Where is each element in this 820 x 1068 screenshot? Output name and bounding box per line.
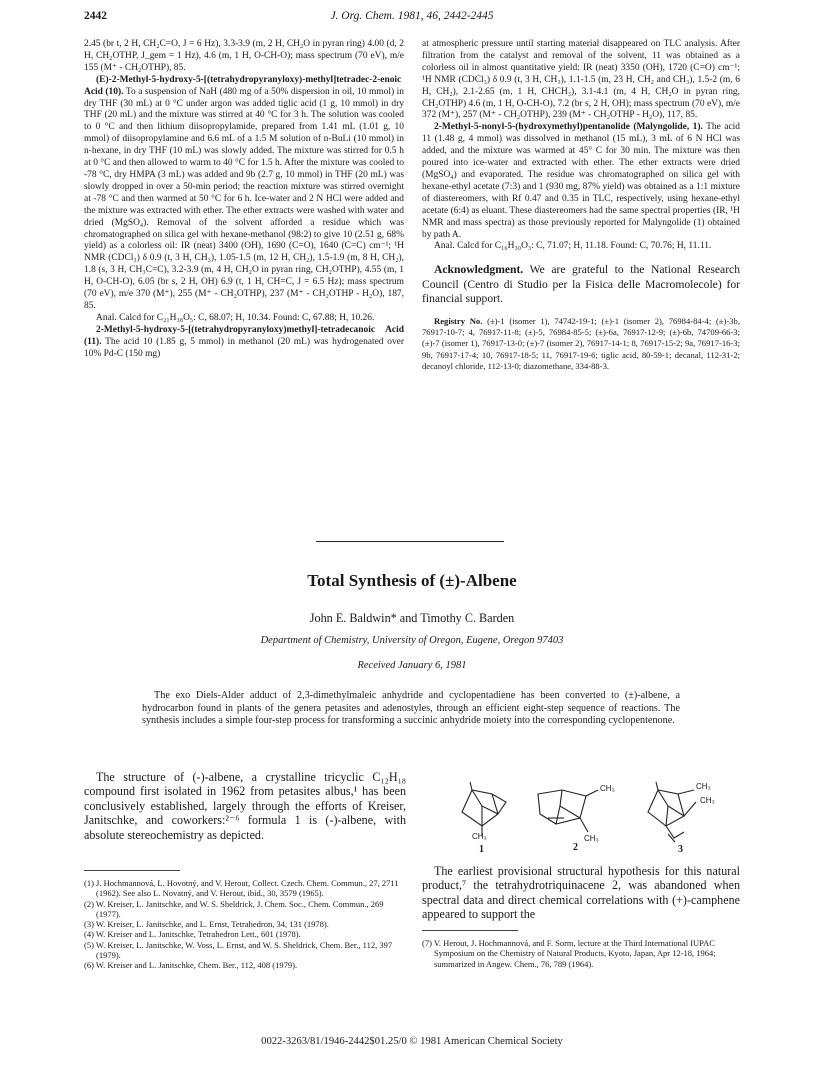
abstract: The exo Diels-Alder adduct of 2,3-dimethylmaleic anhydride and cyclopentadiene has been converted to (±)-albene, a hydrocarbon found in plants of the genera petasites and adenostyles, through an efficient eight-step sequence of reactions. The synthesis includes a simple four-step process for transforming a succinic anhydride moiety into the corresponding cyclopentenone.: [142, 690, 680, 727]
introduction-right: The earliest provisional structural hypothesis for this natural product,⁷ the tetrahydrotriquinacene 2, was abandoned when spectral data and direct chemical correlations with (+)-camphene appeared to support the: [422, 864, 740, 922]
copyright-footer: 0022-3263/81/1946-2442$01.25/0 © 1981 American Chemical Society: [261, 1036, 563, 1047]
article-title: Total Synthesis of (±)-Albene: [307, 571, 517, 590]
registry-text: (±)-1 (isomer 1), 74742-19-1; (±)-1 (isomer 2), 76984-84-4; (±)-3b, 76917-10-7; 4, 76917-11-8; (±)-5, 76984-85-5; (±)-6a, 76917-12-9; (±)-6b, 74709-66-3; (±)-7 (isomer 1), 76917-13-0; (±)-7 (isomer 2), 76917-14-1; 8, 76917-15-2; 9a, 76917-16-3; 9b, 76917-17-4; 10, 76917-18-5; 11, 76917-19-6; tiglic acid, 80-59-1; decanal, 112-31-2; decanoyl chloride, 112-13-0; diazomethane, 334-88-3.: [422, 315, 740, 371]
article-authors: John E. Baldwin* and Timothy C. Barden: [309, 611, 515, 625]
procedure-text: The acid 10 (1.85 g, 5 mmol) in methanol (20 mL) was hydrogenated over 10% Pd-C (150 mg): [84, 336, 404, 359]
structure-figure: [452, 772, 740, 854]
experimental-paragraph: at atmospheric pressure until starting material disappeared on TLC analysis. After filtration from the catalyst and removal of the solvent, 11 was obtained as a colorless oil in almost quantitative yield: IR (neat) 3350 (OH), 1720 (C=O) cm⁻¹; ¹H NMR (CDCl₃) δ 0.9 (t, 3 H, CH₃), 1.1-1.5 (m, 23 H, CH₂ and CH₃), 1.5-2 (m, 6 H, CH₂), 2.1-2.65 (m, 1 H, CHCH₃), 3.1-4.1 (m, 4 H, CH₂O in pyran ring, CH₂OTHP) 4.6 (m, 1 H, O-CH-O), 7.2 (br s, 2 H, OH); mass spectrum (70 eV), m/e 372 (M⁺), 257 (M⁺ - CH₂OTHP), 239 (M⁺ - CH₂OTHP - H₂O), 117, 85.: [422, 39, 740, 121]
introduction-left: The structure of (-)-albene, a crystalline tricyclic C₁₂H₁₈ compound first isolated in 1962 from petasites albus,¹ has been conclusively established, largely through the efforts of Kreiser, Janitschke, and coworkers:²⁻⁶ formula 1 is (-)-albene, with absolute stereochemistry as depicted.: [84, 770, 406, 842]
analysis-paragraph: Anal. Calcd for C₂₁H₃₈O₅: C, 68.07; H, 10.34. Found: C, 67.88; H, 10.26.: [96, 312, 375, 323]
footnote: (1) J. Hochmannová, L. Hovotný, and V. Herout, Collect. Czech. Chem. Commun., 27, 2711 (1962). See also L. Novatný, and V. Herout, ibid., 30, 3579 (1965).: [84, 878, 399, 899]
footnote: (2) W. Kreiser, L. Janitschke, and W. S. Sheldrick, J. Chem. Soc., Chem. Commun., 269 (1977).: [84, 898, 384, 919]
received-date: Received January 6, 1981: [357, 660, 467, 671]
acknowledgment: [422, 263, 740, 306]
compound-heading: (E)-2-Methyl-5-hydroxy-5-[(tetrahydropyranyloxy)-methyl]tetradec-2-enoic Acid (10).: [84, 74, 402, 97]
methyl-label: CH₃: [584, 834, 599, 843]
methyl-label: CH₃: [696, 782, 711, 791]
footnotes-left: [84, 878, 406, 971]
experimental-paragraph: [422, 122, 740, 241]
footnote-rule: [84, 870, 180, 871]
running-header: [84, 10, 740, 26]
procedure-text: To a suspension of NaH (480 mg of a 50% dispersion in oil, 10 mmol) in dry THF (30 mL) at 0 °C under argon was added tiglic acid (1 g, 10 mmol) in dry THF (20 mL) and the mixture was stirred at 40 °C for 3 h. The solution was cooled to 0 °C and then lithium diisopropylamide, prepared from 1.41 mL (1.01 g, 10 mmol) of diisopropylamine and 6.6 mL of a 1.5 M solution of n-BuLi (10 mmol) in n-hexane, in dry THF (10 mL) was slowly added. The mixture was stirred for 0.5 h at 0 °C and then allowed to warm to 40 °C for 1.5 h. After the mixture was cooled to -78 °C, dry HMPA (3 mL) was added and 9b (2.7 g, 10 mmol) in THF (20 mL) was slowly dropped in over a 50-min period; the reaction mixture was stirred overnight at -78 °C and then warmed at 50 °C for 6 h. Ice-water and 2 N HCl were added and the mixture was extracted with ether. The ether extracts were washed with water and dried (MgSO₄). Removal of the solvent afforded a residue which was chromatographed on silica gel with hexane-methanol (98:2) to give 10 (2.51 g, 68% yield) as a colorless oil: IR (neat) 3400 (OH), 1690 (C=O), 1640 (C=C) cm⁻¹; ¹H NMR (CDCl₃) δ 0.9 (t, 3 H, CH₃), 1.05-1.5 (m, 12 H, CH₂), 1.5-1.9 (m, 8 H, CH₂), 1.8 (s, 3 H, CH₃C=C), 3.2-3.9 (m, 4 H, CH₂O in pyran ring, CH₂OTHP), 4.55 (m, 1 H, O-CH-O), 6.05 (br s, 2 H, OH) 6.9 (t, 1 H, CH=C, J = 6.5 Hz); mass spectrum (70 eV), m/e 370 (M⁺), 255 (M⁺ - CH₂OTHP), 237 (M⁺ - CH₂OTHP - H₂O), 187, 85.: [84, 86, 404, 311]
acknowledgment-heading: Acknowledgment.: [434, 263, 524, 277]
right-column: [422, 39, 740, 372]
compound-number: 3: [678, 844, 683, 855]
experimental-paragraph: [84, 325, 404, 361]
footnote-rule: [422, 930, 518, 931]
procedure-text: The acid 11 (1.48 g, 4 mmol) was dissolved in methanol (15 mL), 3 mL of 6 N HCl was added, and the mixture was warmed at 45° C for 30 min. The mixture was then poured into ice-water and extracted with ether. The ether extracts were dried (MgSO₄) and evaporated. The residue was chromatographed on silica gel with hexane-ethyl acetate (7:3) and 1 (930 mg, 87% yield) was obtained as a 1:1 mixture of diastereomers, with Rf 0.47 and 0.35 in TLC, respectively, using hexane-ethyl acetate (6:4) as eluant. These diastereomers had the same spectral properties (IR, ¹H NMR and mass spectra) as those previously reported for Malyngolide (1) obtained by path A.: [422, 122, 740, 240]
footnote: (6) W. Kreiser and L. Janitschke, Chem. Ber., 112, 408 (1979).: [84, 960, 298, 971]
left-column: [84, 39, 404, 360]
footnotes-right: [422, 938, 740, 969]
footnote: (5) W. Kreiser, L. Janitschke, W. Voss, L. Ernst, and W. S. Sheldrick, Chem. Ber., 112, 397 (1979).: [84, 939, 393, 961]
footnote: (7) V. Herout, J. Hochmannová, and F. Sorm, lecture at the Third International IUPAC Symposium on the Chemistry of Natural Products, Kyoto, Japan, Apr 12-18, 1964; summarized in Angew. Chem., 76, 789 (1964).: [422, 938, 716, 969]
methyl-label: CH₃: [600, 784, 615, 793]
article-separator: [316, 541, 504, 542]
footnote: (3) W. Kreiser, L. Janitschke, and L. Ernst, Tetrahedron, 34, 131 (1978).: [84, 919, 329, 930]
compound-heading: 2-Methyl-5-hydroxy-5-[(tetrahydropyranyloxy)methyl]-tetradecanoic Acid (11).: [84, 324, 404, 347]
registry-heading: Registry No.: [434, 315, 483, 326]
affiliation: Department of Chemistry, University of Oregon, Eugene, Oregon 97403: [260, 635, 564, 646]
structure-1-drawing: [462, 782, 506, 836]
methyl-label: CH₃: [472, 832, 487, 841]
compound-number: 1: [479, 844, 484, 855]
registry-numbers: [422, 316, 740, 372]
acknowledgment-text: We are grateful to the National Research Council (Centro di Studio per la Fisica delle Macromolecole) for financial support.: [422, 263, 740, 305]
journal-citation: J. Org. Chem. 1981, 46, 2442-2445: [330, 10, 494, 22]
page-number: 2442: [84, 10, 107, 22]
structure-3-drawing: [648, 782, 696, 842]
structure-2-drawing: [538, 790, 598, 832]
experimental-paragraph: 2.45 (br t, 2 H, CH₂C=O, J = 6 Hz), 3.3-3.9 (m, 2 H, CH₂O in pyran ring) 4.00 (d, 2 H, CH₂OTHP, J_gem = 1 Hz), 4.6 (m, 1 H, O-CH-O); mass spectrum (70 eV), m/e 155 (M⁺ - CH₂OTHP), 85.: [84, 39, 404, 73]
experimental-paragraph: [84, 75, 404, 313]
compound-number: 2: [573, 842, 578, 853]
methyl-label: CH₃: [700, 796, 715, 805]
analysis-paragraph: Anal. Calcd for C₁₆H₃₀O₃: C, 71.07; H, 11.18. Found: C, 70.76; H, 11.11.: [434, 241, 712, 252]
footnote: (4) W. Kreiser and L. Janitschke, Tetrahedron Lett., 601 (1978).: [84, 929, 301, 940]
compound-heading: 2-Methyl-5-nonyl-5-(hydroxymethyl)pentanolide (Malyngolide, 1).: [434, 122, 703, 133]
